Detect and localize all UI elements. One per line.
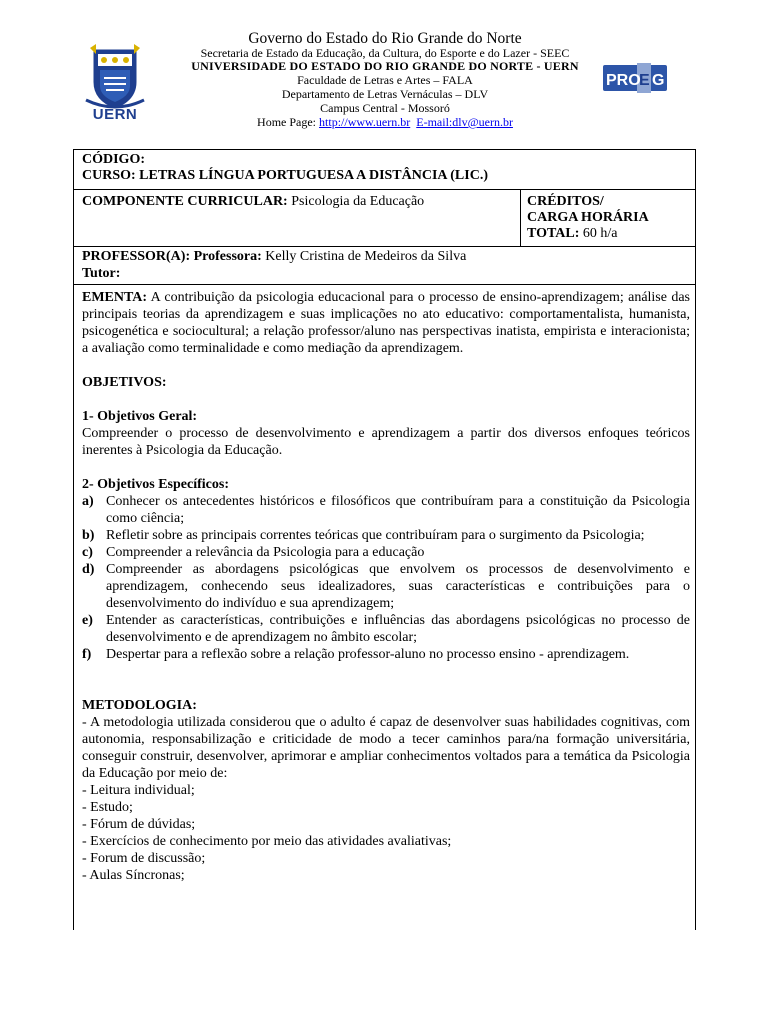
header-contacts <box>160 115 610 129</box>
componente-cell <box>82 194 424 211</box>
homepage-link[interactable]: http://www.uern.br <box>319 115 411 129</box>
metodologia-intro: - A metodologia utilizada considerou que o adulto é capaz de desenvolver suas habilidades cognitivas, com autonomia, responsabilização e criticidade de modo a tecer caminhos para/na formação universitária, conseguir construir, desenvolver, aprimorar e ampliar conhecimentos voltados para a temática da Psicologia da Educação por meio de: <box>82 715 690 781</box>
list-marker: b) <box>82 528 95 543</box>
header-faculdade: Faculdade de Letras e Artes – FALA <box>297 73 473 87</box>
list-item <box>82 544 690 561</box>
list-item: - Estudo; <box>82 800 133 815</box>
professor-label: PROFESSOR(A): Professora: <box>82 249 262 264</box>
objetivos-especificos-list <box>82 493 690 663</box>
list-marker: c) <box>82 545 93 560</box>
total-value: 60 h/a <box>582 226 618 241</box>
list-item <box>82 493 690 527</box>
list-item-text: Despertar para a reflexão sobre a relação professor-aluno no processo ensino - aprendizagem. <box>106 647 630 662</box>
list-marker: d) <box>82 562 95 577</box>
svg-text:PRO: PRO <box>606 72 641 89</box>
svg-text:E: E <box>639 72 650 89</box>
ementa-label: EMENTA: <box>82 290 148 305</box>
header-text-block <box>160 30 610 129</box>
header-university: UNIVERSIDADE DO ESTADO DO RIO GRANDE DO NORTE - UERN <box>191 59 579 73</box>
list-item-text: Compreender a relevância da Psicologia para a educação <box>106 545 425 560</box>
list-item <box>82 527 690 544</box>
list-item: - Exercícios de conhecimento por meio das atividades avaliativas; <box>82 834 452 849</box>
list-marker: a) <box>82 494 94 509</box>
professor-value: Kelly Cristina de Medeiros da Silva <box>265 249 467 264</box>
ementa-text: A contribuição da psicologia educacional para o processo de ensino-aprendizagem; análise das principais teorias da aprendizagem e suas implicações no ato educativo: comportamentalista, humanista, psicogenética e sociocultural; a relação professor/aluno nas perspectivas inatista, empirista e interacionista; a avaliação como terminalidade e como mediação da aprendizagem. <box>82 290 690 356</box>
syllabus-table <box>73 149 696 930</box>
metodologia-title: METODOLOGIA: <box>82 698 197 713</box>
creditos-label: CRÉDITOS/ <box>527 194 604 209</box>
componente-label: COMPONENTE CURRICULAR: <box>82 194 288 209</box>
content-section <box>82 289 690 884</box>
list-item <box>82 561 690 612</box>
carga-label: CARGA HORÁRIA <box>527 210 649 225</box>
list-item <box>82 646 690 663</box>
row-professor <box>74 247 695 285</box>
codigo-label: CÓDIGO: <box>82 152 145 167</box>
header-campus: Campus Central - Mossoró <box>320 101 450 115</box>
row-curso <box>74 150 695 190</box>
objetivo-geral-text: Compreender o processo de desenvolvimento e aprendizagem a partir dos diversos enfoques teóricos inerentes à Psicologia da Educação. <box>82 426 690 458</box>
total-cell <box>527 226 618 243</box>
list-item: - Fórum de dúvidas; <box>82 817 196 832</box>
list-item <box>82 612 690 646</box>
list-item-text: Compreender as abordagens psicológicas que envolvem os processos de desenvolvimento e aprendizagem, conhecendo seus idealizadores, suas características e contribuições para o desenvolvimento do indivíduo e sua aprendizagem; <box>106 562 690 611</box>
tutor-label: Tutor: <box>82 266 121 281</box>
objetivo-geral-label: 1- Objetivos Geral: <box>82 409 198 424</box>
componente-value: Psicologia da Educação <box>291 194 425 209</box>
email-link[interactable]: E-mail:dlv@uern.br <box>416 115 513 129</box>
row-componente <box>74 190 695 247</box>
cell-divider <box>520 190 521 246</box>
proeg-logo <box>603 63 667 93</box>
svg-text:G: G <box>652 72 665 89</box>
objetivos-especificos-label: 2- Objetivos Específicos: <box>82 477 229 492</box>
ementa-paragraph <box>82 289 690 357</box>
total-label: TOTAL: <box>527 226 580 241</box>
list-item: - Leitura individual; <box>82 783 195 798</box>
header-government: Governo do Estado do Rio Grande do Norte <box>248 30 522 47</box>
list-item-text: Refletir sobre as principais correntes teóricas que contribuíram para o surgimento da Psicologia; <box>106 528 645 543</box>
professor-cell <box>82 249 466 266</box>
list-item: - Aulas Síncronas; <box>82 868 185 883</box>
document-header <box>0 0 768 145</box>
list-item-text: Entender as características, contribuições e influências das abordagens psicológicas no processo de desenvolvimento e de aprendizagem no âmbito escolar; <box>106 613 690 645</box>
list-item-text: Conhecer os antecedentes históricos e filosóficos que contribuíram para a constituição da Psicologia como ciência; <box>106 494 690 526</box>
metodologia-list <box>82 782 690 884</box>
curso-label: CURSO: LETRAS LÍNGUA PORTUGUESA A DISTÂNCIA (LIC.) <box>82 168 488 183</box>
header-departamento: Departamento de Letras Vernáculas – DLV <box>281 87 489 101</box>
objetivos-title: OBJETIVOS: <box>82 375 167 390</box>
uern-logo-text: UERN <box>92 106 138 123</box>
list-marker: e) <box>82 613 93 628</box>
homepage-label: Home Page: <box>257 115 320 129</box>
list-marker: f) <box>82 647 92 662</box>
header-secretaria: Secretaria de Estado da Educação, da Cultura, do Esporte e do Lazer - SEEC <box>200 46 570 60</box>
list-item: - Forum de discussão; <box>82 851 206 866</box>
